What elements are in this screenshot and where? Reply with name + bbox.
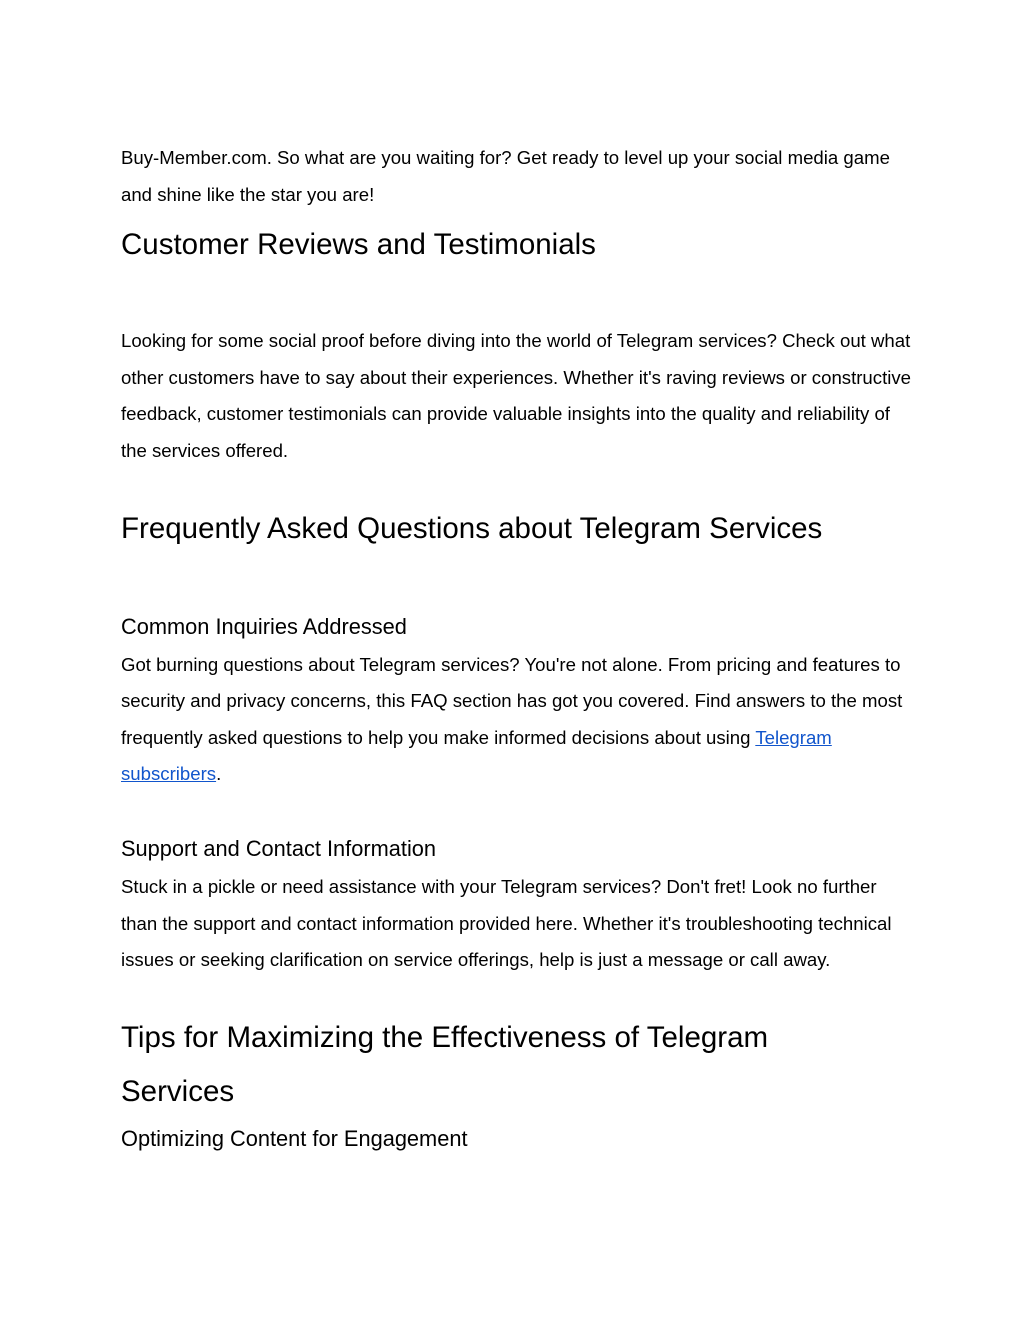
common-inquiries-heading: Common Inquiries Addressed <box>121 613 407 639</box>
common-inquiries-paragraph <box>121 647 911 793</box>
telegram-subscribers-link[interactable]: Telegram subscribers <box>121 726 832 785</box>
tips-heading <box>121 1011 911 1119</box>
support-heading: Support and Contact Information <box>121 835 437 861</box>
support-paragraph: Stuck in a pickle or need assistance with your Telegram services? Don't fret! Look no further than the support and contact information provided here. Whether it's troubleshooting technical issues or seeking clarification on service offerings, help is just a message or call away. <box>121 875 892 971</box>
tips-heading-line2: Services <box>121 1074 235 1108</box>
common-inquiries-text-end: . <box>216 763 222 785</box>
reviews-paragraph: Looking for some social proof before diving into the world of Telegram services? Check out what other customers have to say about their experiences. Whether it's raving reviews or constructive feedback, customer testimonials can provide valuable insights into the quality and reliability of the services offered. <box>121 330 912 461</box>
document-page <box>121 140 911 1159</box>
common-inquiries-text: Got burning questions about Telegram services? You're not alone. From pricing and features to security and privacy concerns, this FAQ section has got you covered. Find answers to the most frequently asked questions to help you make informed decisions about using <box>121 653 903 748</box>
faq-heading: Frequently Asked Questions about Telegram Services <box>121 511 823 545</box>
intro-paragraph: Buy-Member.com. So what are you waiting for? Get ready to level up your social media game and shine like the star you are! <box>121 147 890 205</box>
tips-heading-line1: Tips for Maximizing the Effectiveness of Telegram <box>121 1020 769 1054</box>
optimizing-content-heading: Optimizing Content for Engagement <box>121 1125 468 1151</box>
reviews-heading: Customer Reviews and Testimonials <box>121 228 596 262</box>
